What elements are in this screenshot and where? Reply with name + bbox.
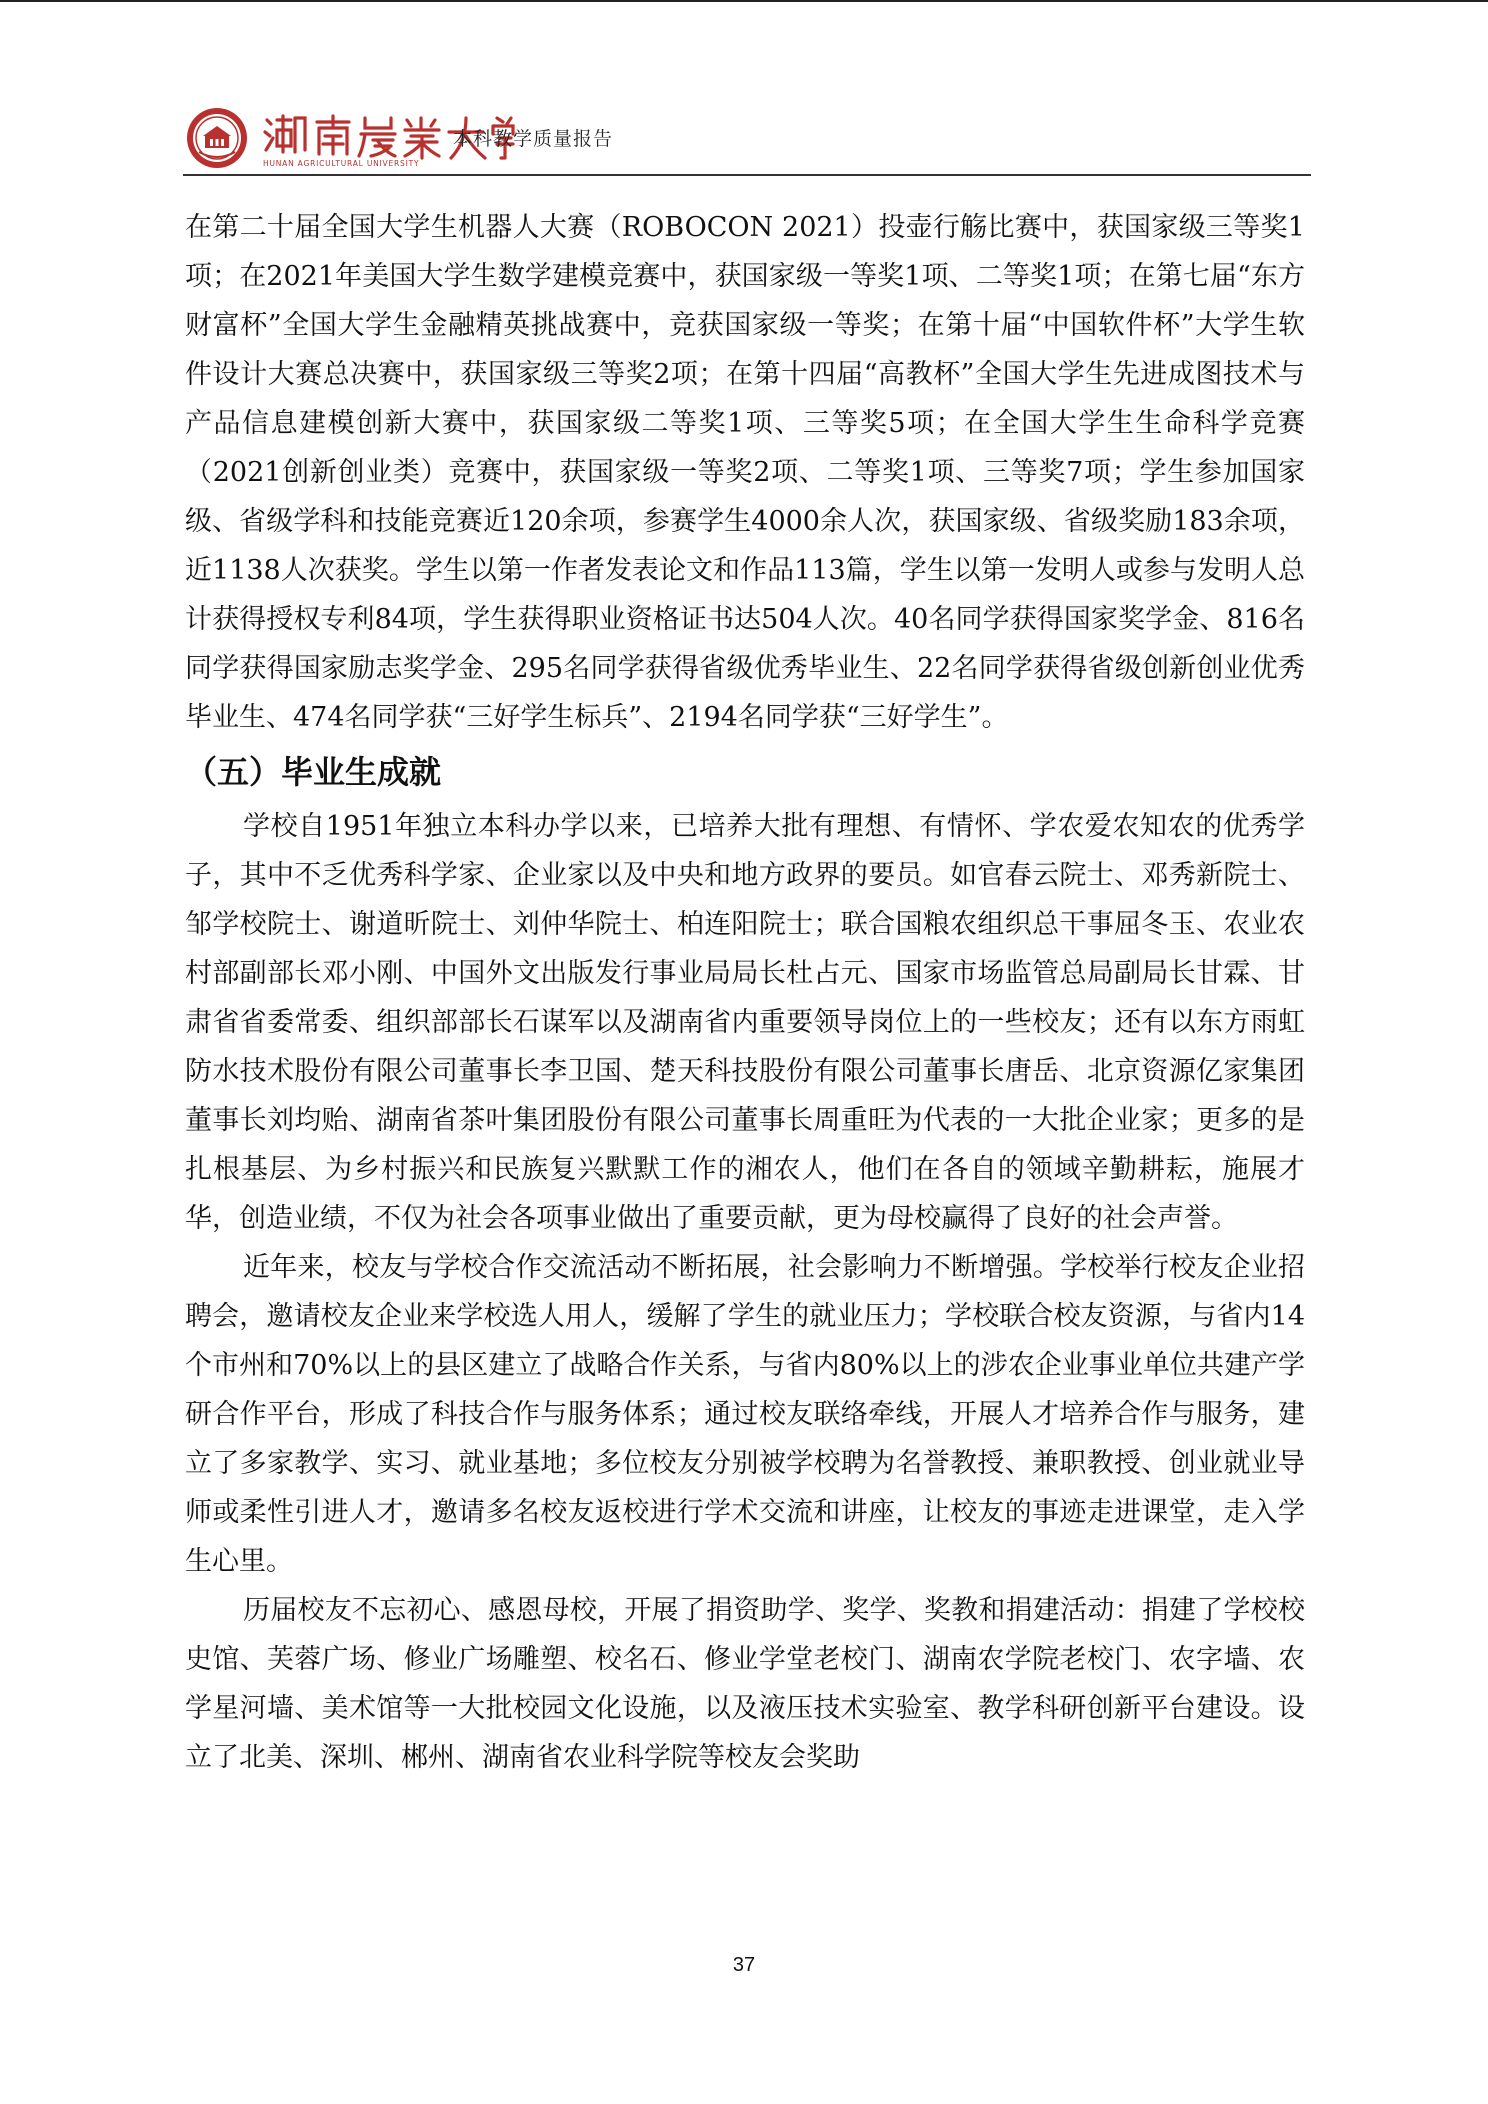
section-heading-graduate-achievements: （五）毕业生成就 (185, 753, 442, 791)
header-divider (183, 174, 1311, 176)
university-seal-logo (183, 106, 257, 170)
paragraph-competition-awards: 在第二十届全国大学生机器人大赛（ROBOCON 2021）投壶行觞比赛中，获国家级三等奖1项；在2021年美国大学生数学建模竞赛中，获国家级一等奖1项、二等奖1项；在第七届“东方财富杯”全国大学生金融精英挑战赛中，竞获国家级一等奖；在第十届“中国软件杯”大学生软件设计大赛总决赛中，获国家级三等奖2项；在第十四届“高教杯”全国大学生先进成图技术与产品信息建模创新大赛中，获国家级二等奖1项、三等奖5项；在全国大学生生命科学竞赛（2021创新创业类）竞赛中，获国家级一等奖2项、二等奖1项、三等奖7项；学生参加国家级、省级学科和技能竞赛近120余项，参赛学生4000余人次，获国家级、省级奖励183余项，近1138人次获奖。学生以第一作者发表论文和作品113篇，学生以第一发明人或参与发明人总计获得授权专利84项，学生获得职业资格证书达504人次。40名同学获得国家奖学金、816名同学获得国家励志奖学金、295名同学获得省级优秀毕业生、22名同学获得省级创新创业优秀毕业生、474名同学获“三好学生标兵”、2194名同学获“三好学生”。 (185, 212, 1305, 733)
svg-text:HUNAN AGRICULTURAL UNIVERSITY: HUNAN AGRICULTURAL UNIVERSITY (263, 159, 420, 168)
page-header (183, 104, 1311, 174)
page-number: 37 (732, 1954, 756, 1976)
paragraph-notable-alumni: 学校自1951年独立本科办学以来，已培养大批有理想、有情怀、学农爱农知农的优秀学子，其中不乏优秀科学家、企业家以及中央和地方政界的要员。如官春云院士、邓秀新院士、邹学校院士、谢道昕院士、刘仲华院士、柏连阳院士；联合国粮农组织总干事屈冬玉、农业农村部副部长邓小刚、中国外文出版发行事业局局长杜占元、国家市场监管总局副局长甘霖、甘肃省省委常委、组织部部长石谋军以及湖南省内重要领导岗位上的一些校友；还有以东方雨虹防水技术股份有限公司董事长李卫国、楚天科技股份有限公司董事长唐岳、北京资源亿家集团董事长刘均贻、湖南省茶叶集团股份有限公司董事长周重旺为代表的一大批企业家；更多的是扎根基层、为乡村振兴和民族复兴默默工作的湘农人，他们在各自的领域辛勤耕耘，施展才华，创造业绩，不仅为社会各项事业做出了重要贡献，更为母校赢得了良好的社会声誉。 (185, 811, 1305, 1234)
report-title: 本科教学质量报告 (453, 128, 614, 150)
page-content (185, 203, 1305, 1782)
paragraph-alumni-donations: 历届校友不忘初心、感恩母校，开展了捐资助学、奖学、奖教和捐建活动：捐建了学校校史馆、芙蓉广场、修业广场雕塑、校名石、修业学堂老校门、湖南农学院老校门、农字墙、农学星河墙、美术馆等一大批校园文化设施，以及液压技术实验室、教学科研创新平台建设。设立了北美、深圳、郴州、湖南省农业科学院等校友会奖助 (185, 1595, 1305, 1773)
paragraph-alumni-cooperation: 近年来，校友与学校合作交流活动不断拓展，社会影响力不断增强。学校举行校友企业招聘会，邀请校友企业来学校选人用人，缓解了学生的就业压力；学校联合校友资源，与省内14个市州和70%以上的县区建立了战略合作关系，与省内80%以上的涉农企业事业单位共建产学研合作平台，形成了科技合作与服务体系；通过校友联络牵线，开展人才培养合作与服务，建立了多家教学、实习、就业基地；多位校友分别被学校聘为名誉教授、兼职教授、创业就业导师或柔性引进人才，邀请多名校友返校进行学术交流和讲座，让校友的事迹走进课堂，走入学生心里。 (185, 1252, 1305, 1577)
page-top-border (0, 0, 1488, 2)
